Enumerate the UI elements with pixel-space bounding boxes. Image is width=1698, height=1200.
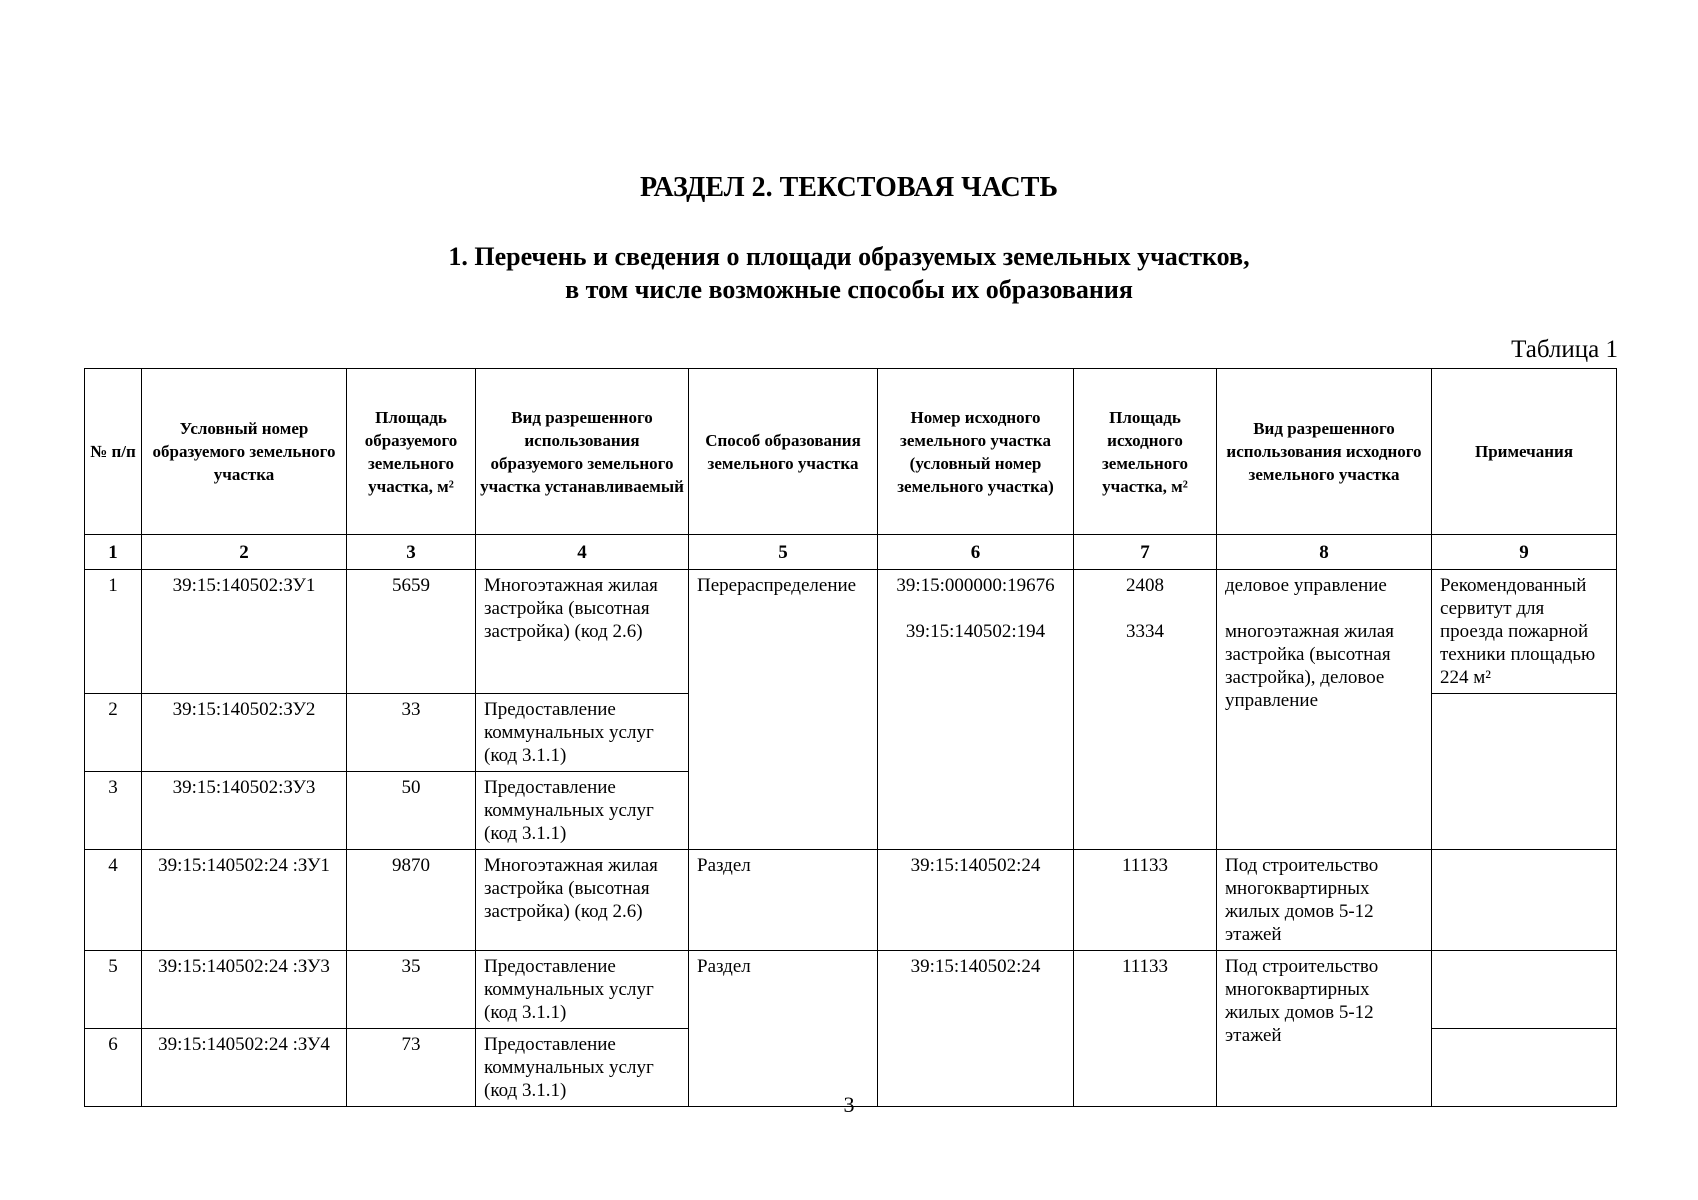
- note: [1432, 951, 1617, 1029]
- conditional-number: 39:15:140502:24 :ЗУ4: [142, 1029, 347, 1107]
- table-row: [85, 850, 1617, 951]
- subtitle-line-1: 1. Перечень и сведения о площади образуемых земельных участков,: [448, 242, 1250, 271]
- row-number: 2: [85, 694, 142, 772]
- source-use: деловое управление: [1225, 575, 1387, 596]
- header-row: [85, 369, 1617, 535]
- row-number: 4: [85, 850, 142, 951]
- permitted-use: Предоставление коммунальных услуг (код 3.1.1): [476, 951, 689, 1029]
- column-numbers-row: [85, 535, 1617, 570]
- table-row: [85, 951, 1617, 1029]
- row-number: 5: [85, 951, 142, 1029]
- table-row: [85, 570, 1617, 694]
- conditional-number: 39:15:140502:ЗУ2: [142, 694, 347, 772]
- plot-area: 50: [347, 772, 476, 850]
- permitted-use: Многоэтажная жилая застройка (высотная застройка) (код 2.6): [476, 570, 689, 694]
- source-area-cell: [1074, 570, 1217, 850]
- source-number-cell: [878, 570, 1074, 850]
- permitted-use: Предоставление коммунальных услуг (код 3.1.1): [476, 694, 689, 772]
- row-number: 3: [85, 772, 142, 850]
- column-number: 1: [85, 535, 142, 570]
- formation-method: Перераспределение: [689, 570, 878, 850]
- plot-area: 33: [347, 694, 476, 772]
- page-number: 3: [843, 1092, 855, 1117]
- source-area: 11133: [1074, 850, 1217, 951]
- permitted-use: Предоставление коммунальных услуг (код 3.1.1): [476, 1029, 689, 1107]
- source-area: 3334: [1126, 621, 1164, 642]
- section-title: РАЗДЕЛ 2. ТЕКСТОВАЯ ЧАСТЬ: [640, 172, 1058, 203]
- source-number: 39:15:000000:19676: [896, 575, 1055, 596]
- land-plots-table: [84, 368, 1617, 1107]
- conditional-number: 39:15:140502:ЗУ1: [142, 570, 347, 694]
- note: [1432, 850, 1617, 951]
- table-label: Таблица 1: [1511, 336, 1618, 363]
- note: Рекомендованный сервитут для проезда пожарной техники площадью 224 м²: [1432, 570, 1617, 694]
- column-number: 5: [689, 535, 878, 570]
- permitted-use: Многоэтажная жилая застройка (высотная застройка) (код 2.6): [476, 850, 689, 951]
- column-number: 9: [1432, 535, 1617, 570]
- subtitle-line-2: в том числе возможные способы их образования: [565, 275, 1133, 304]
- plot-area: 35: [347, 951, 476, 1029]
- source-number: 39:15:140502:24: [878, 850, 1074, 951]
- formation-method: Раздел: [689, 951, 878, 1107]
- conditional-number: 39:15:140502:24 :ЗУ3: [142, 951, 347, 1029]
- header-cell: Способ образования земельного участка: [689, 369, 878, 535]
- plot-area: 5659: [347, 570, 476, 694]
- source-use: Под строительство многоквартирных жилых домов 5-12 этажей: [1217, 850, 1432, 951]
- column-number: 6: [878, 535, 1074, 570]
- header-cell: Площадь исходного земельного участка, м²: [1074, 369, 1217, 535]
- column-number: 7: [1074, 535, 1217, 570]
- source-area: 2408: [1126, 575, 1164, 596]
- header-cell: № п/п: [85, 369, 142, 535]
- column-number: 3: [347, 535, 476, 570]
- document-subtitle: [0, 240, 1698, 306]
- header-cell: Условный номер образуемого земельного участка: [142, 369, 347, 535]
- source-number: 39:15:140502:24: [878, 951, 1074, 1107]
- column-number: 8: [1217, 535, 1432, 570]
- source-number: 39:15:140502:194: [905, 621, 1046, 642]
- note: [1432, 694, 1617, 850]
- formation-method: Раздел: [689, 850, 878, 951]
- header-cell: Вид разрешенного использования образуемого земельного участка устанавливаемый: [476, 369, 689, 535]
- row-number: 1: [85, 570, 142, 694]
- source-use-cell: [1217, 570, 1432, 850]
- header-cell: Примечания: [1432, 369, 1617, 535]
- plot-area: 9870: [347, 850, 476, 951]
- source-use: многоэтажная жилая застройка (высотная застройка), деловое управление: [1225, 621, 1395, 711]
- row-number: 6: [85, 1029, 142, 1107]
- source-use: Под строительство многоквартирных жилых домов 5-12 этажей: [1217, 951, 1432, 1107]
- plot-area: 73: [347, 1029, 476, 1107]
- conditional-number: 39:15:140502:ЗУ3: [142, 772, 347, 850]
- header-cell: Площадь образуемого земельного участка, м²: [347, 369, 476, 535]
- header-cell: Номер исходного земельного участка (условный номер земельного участка): [878, 369, 1074, 535]
- source-area: 11133: [1074, 951, 1217, 1107]
- column-number: 4: [476, 535, 689, 570]
- header-cell: Вид разрешенного использования исходного земельного участка: [1217, 369, 1432, 535]
- permitted-use: Предоставление коммунальных услуг (код 3.1.1): [476, 772, 689, 850]
- conditional-number: 39:15:140502:24 :ЗУ1: [142, 850, 347, 951]
- column-number: 2: [142, 535, 347, 570]
